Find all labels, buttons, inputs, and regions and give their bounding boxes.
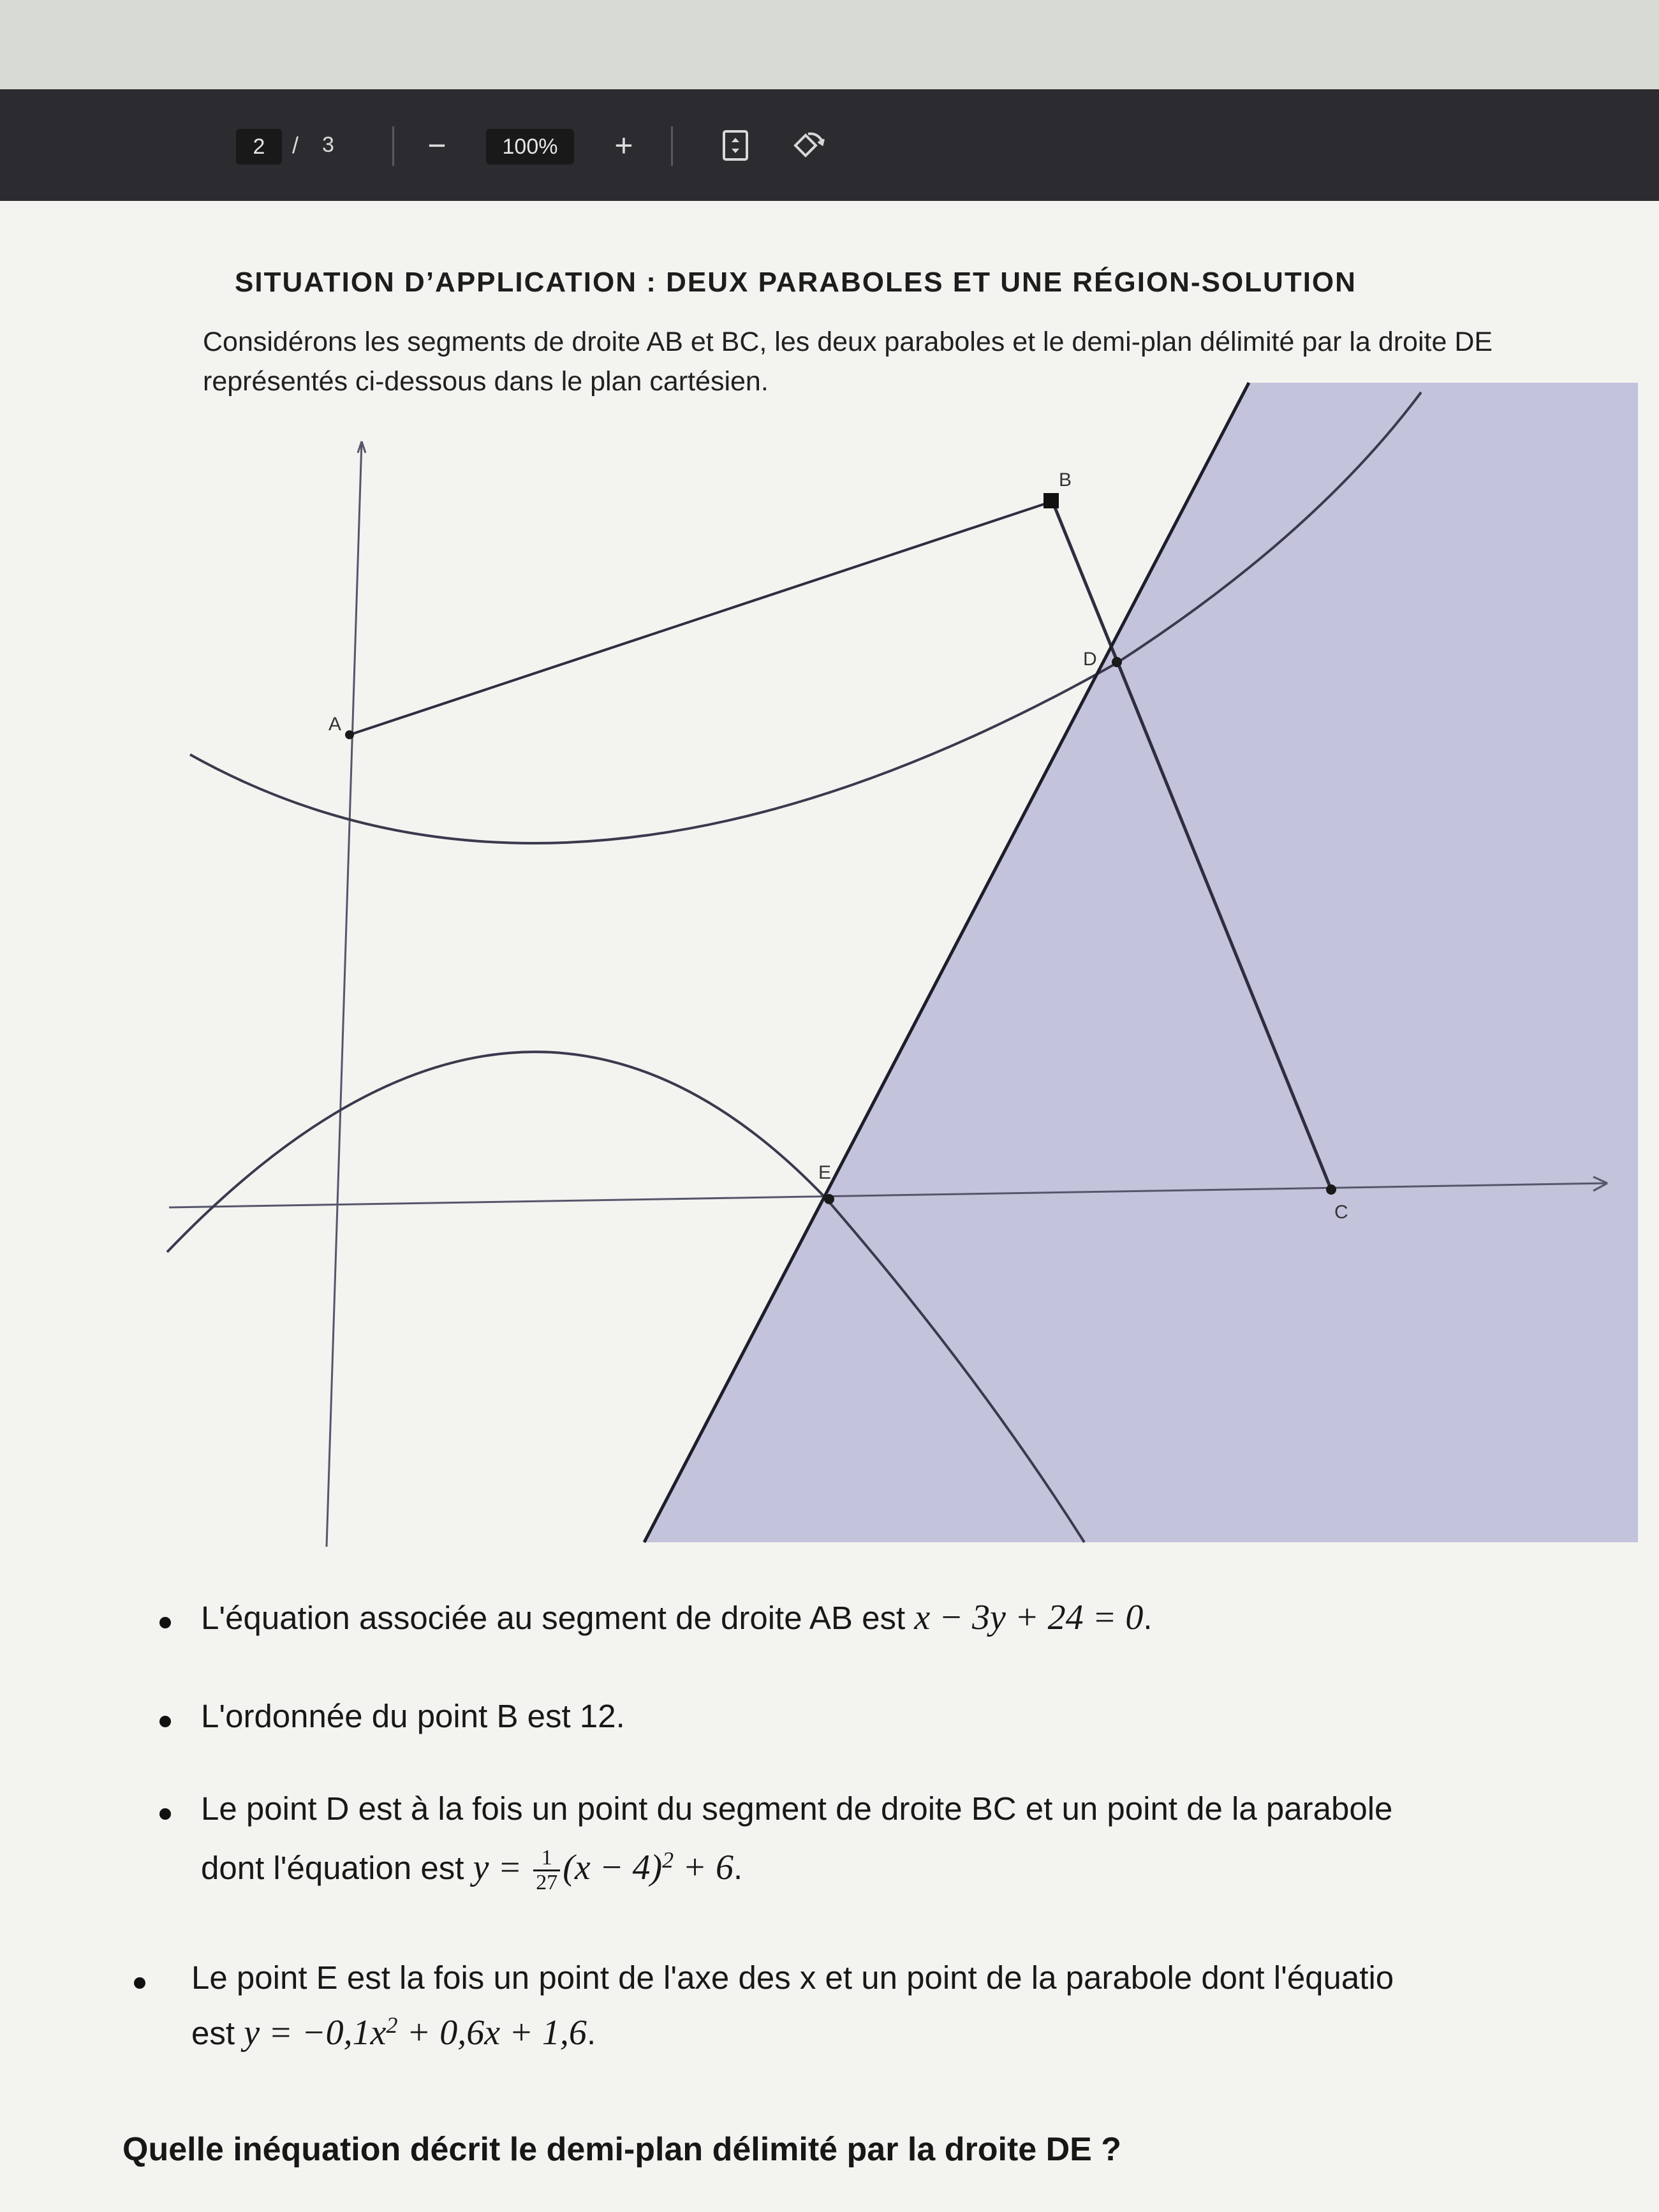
question-text: Quelle inéquation décrit le demi-plan délimité par la droite DE ? — [122, 2131, 1122, 2168]
bullet-text: L'équation associée au segment de droite AB est — [201, 1600, 915, 1636]
bullet-text: est — [191, 2015, 244, 2051]
half-plane-region — [644, 383, 1638, 1542]
point-c — [1326, 1184, 1336, 1195]
label-c: C — [1334, 1202, 1348, 1223]
segment-ab — [350, 501, 1052, 735]
exponent: 2 — [386, 2012, 398, 2038]
rotate-icon — [789, 129, 825, 162]
cartesian-figure — [0, 370, 1659, 1550]
bullet-period: . — [1143, 1600, 1153, 1636]
equation-tail: + 6 — [674, 1848, 734, 1887]
bullet-text: dont l'équation est — [201, 1850, 473, 1886]
equation-lhs: y = — [473, 1848, 531, 1887]
point-d — [1112, 657, 1122, 667]
label-d: D — [1083, 649, 1097, 670]
browser-top-strip — [0, 0, 1659, 89]
page-number-input[interactable]: 2 — [236, 129, 282, 165]
rotate-button[interactable] — [785, 89, 829, 201]
point-e — [824, 1194, 834, 1204]
bullet-icon — [159, 1617, 171, 1628]
page-separator: / — [292, 131, 299, 158]
fraction-denominator: 27 — [536, 1871, 558, 1895]
zoom-out-button[interactable]: − — [427, 127, 446, 163]
bullet-text: Le point D est à la fois un point du segment de droite BC et un point de la parabole — [201, 1790, 1393, 1827]
fraction — [533, 1847, 560, 1894]
fit-page-button[interactable] — [713, 89, 758, 201]
toolbar-divider — [392, 126, 394, 166]
intro-paragraph: Considérons les segments de droite AB et BC, les deux paraboles et le demi-plan délimité par la droite DE représentés ci-dessous dans le plan cartésien. — [203, 327, 1493, 397]
label-e: E — [818, 1162, 832, 1183]
fraction-numerator: 1 — [533, 1847, 560, 1871]
label-b: B — [1059, 469, 1072, 490]
exponent: 2 — [662, 1847, 674, 1873]
equation-e-a: y = −0,1x — [244, 2013, 387, 2053]
bullet-period: . — [586, 2015, 596, 2051]
bullet-icon — [134, 1977, 145, 1989]
toolbar-divider — [671, 126, 673, 166]
equation-e-b: + 0,6x + 1,6 — [397, 2013, 587, 2053]
equation-ab: x − 3y + 24 = 0 — [914, 1598, 1144, 1637]
page-title: SITUATION D’APPLICATION : DEUX PARABOLES ET UNE RÉGION-SOLUTION — [235, 267, 1357, 298]
bullet-period: . — [733, 1850, 743, 1886]
point-b — [1043, 493, 1059, 508]
y-axis — [327, 441, 362, 1547]
label-a: A — [328, 714, 342, 735]
point-a — [345, 730, 354, 739]
zoom-level-input[interactable]: 100% — [486, 129, 574, 165]
fit-page-icon — [721, 129, 749, 162]
equation-rhs: (x − 4) — [563, 1848, 663, 1887]
bullet-icon — [159, 1716, 171, 1727]
page-total: 3 — [322, 133, 334, 157]
bullet-text: Le point E est la fois un point de l'axe des x et un point de la parabole dont l'équatio — [191, 1959, 1394, 1996]
pdf-toolbar — [0, 89, 1659, 201]
bullet-icon — [159, 1808, 171, 1820]
zoom-in-button[interactable]: + — [614, 127, 633, 163]
bullet-text: L'ordonnée du point B est 12. — [201, 1698, 625, 1734]
